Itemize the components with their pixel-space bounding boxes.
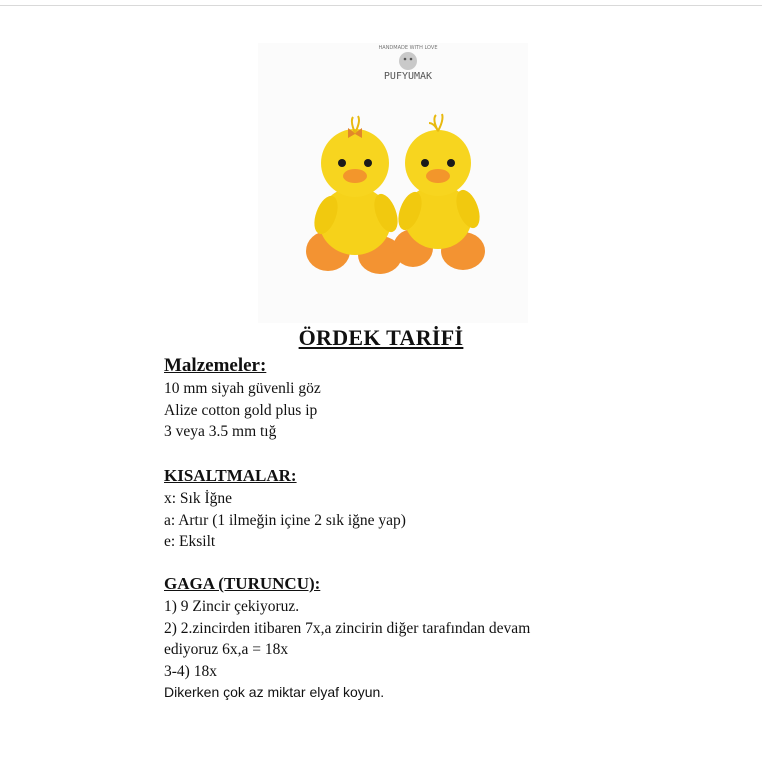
duck-illustration	[258, 43, 528, 323]
beak-note: Dikerken çok az miktar elyaf koyun.	[164, 684, 385, 700]
top-divider	[0, 5, 762, 6]
materials-item: 10 mm siyah güvenli göz	[164, 380, 321, 397]
abbreviations-section	[164, 465, 634, 553]
abbreviations-heading: KISALTMALAR:	[164, 466, 297, 485]
brand-tagline: HANDMADE WITH LOVE	[378, 45, 438, 51]
beak-step: 2) 2.zincirden itibaren 7x,a zincirin diğer tarafından devam	[164, 619, 531, 637]
duck-left	[306, 116, 402, 274]
brand-name: PUFYUMAK	[383, 71, 433, 82]
brand-logo	[379, 45, 438, 82]
materials-heading: Malzemeler:	[164, 355, 267, 376]
beak-section	[164, 573, 634, 704]
duck-right	[393, 114, 485, 270]
beak-heading: GAGA (TURUNCU):	[164, 574, 321, 593]
beak-step: 3-4) 18x	[164, 662, 217, 680]
duck-photo	[258, 43, 528, 323]
abbreviation-item: x: Sık İğne	[164, 490, 233, 507]
materials-section	[164, 355, 634, 443]
abbreviation-item: e: Eksilt	[164, 533, 216, 550]
materials-item: 3 veya 3.5 mm tığ	[164, 423, 277, 440]
beak-step: ediyoruz 6x,a = 18x	[164, 641, 289, 658]
materials-item: Alize cotton gold plus ip	[164, 401, 318, 419]
beak-step: 1) 9 Zincir çekiyoruz.	[164, 598, 300, 615]
recipe-title: ÖRDEK TARİFİ	[298, 325, 464, 350]
abbreviation-item: a: Artır (1 ilmeğin içine 2 sık iğne yap)	[164, 511, 406, 529]
